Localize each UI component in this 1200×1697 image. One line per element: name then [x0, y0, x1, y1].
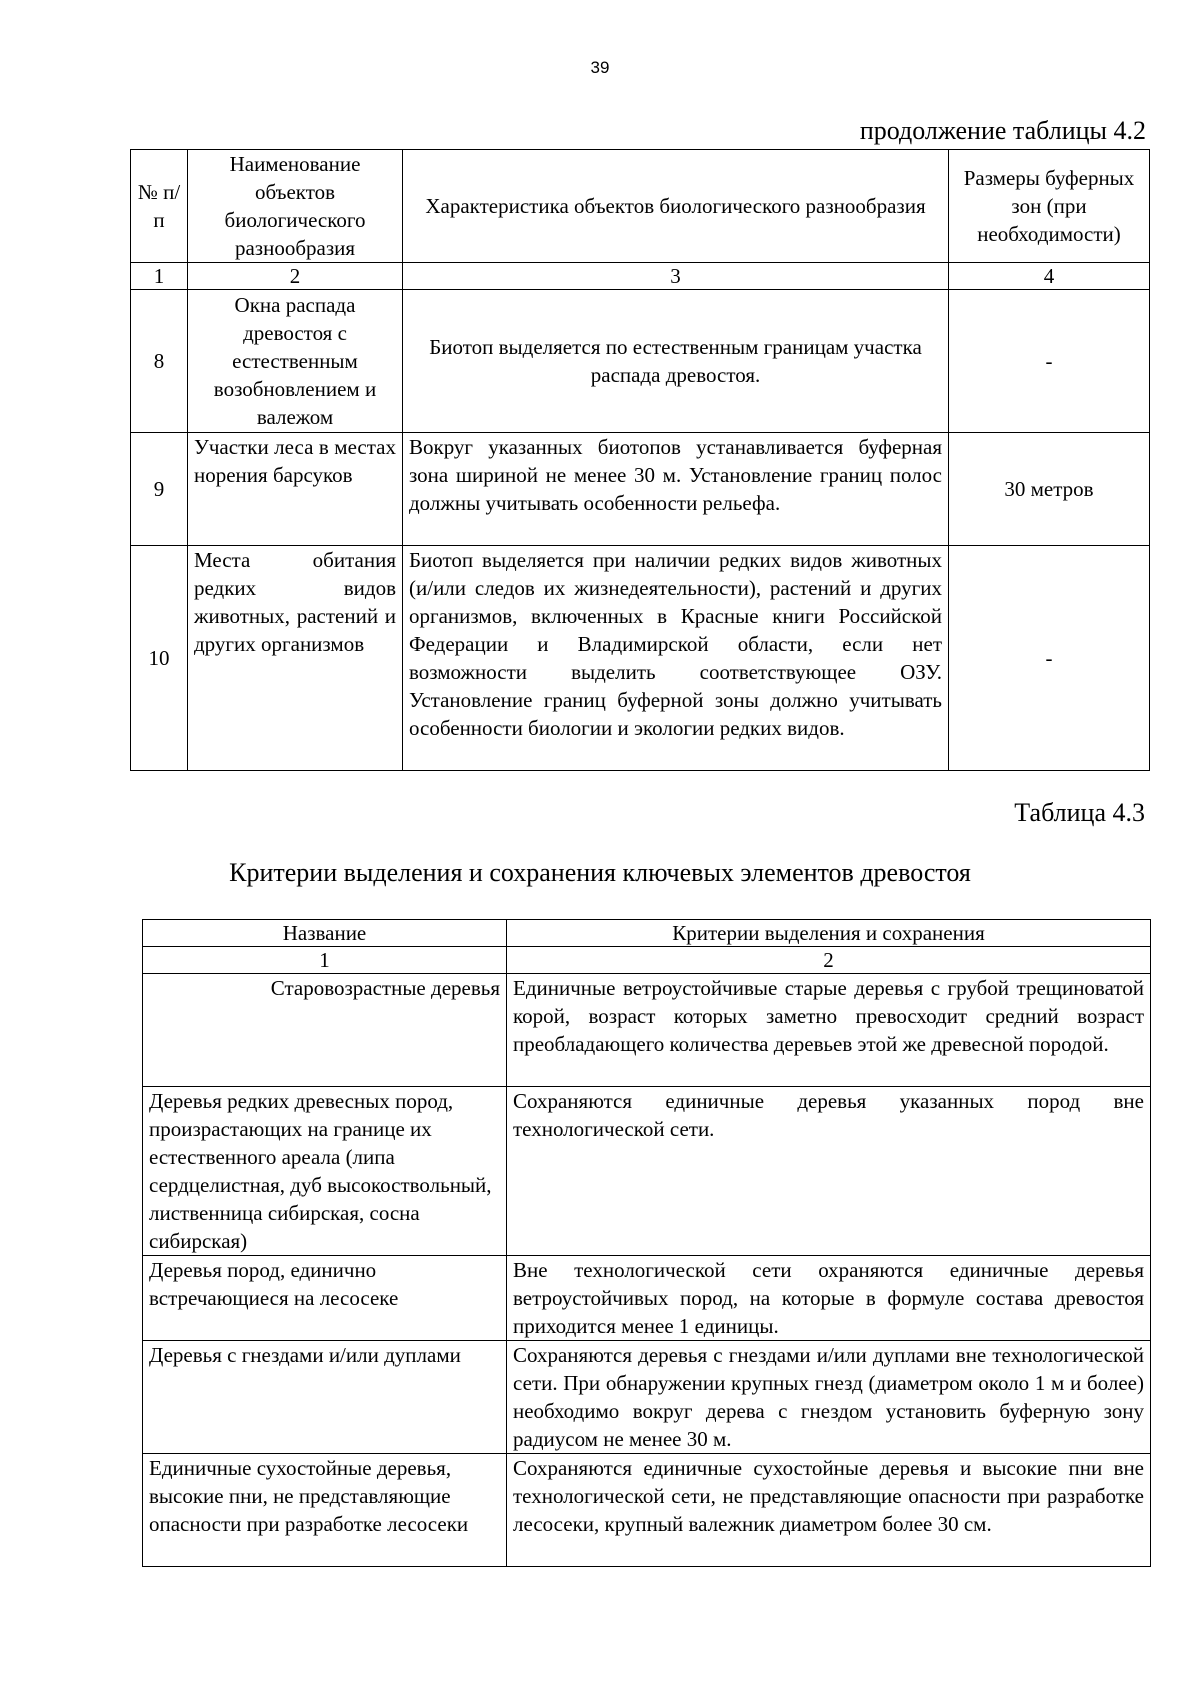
header-object-name: Наименование объектов биологического разнообразия [188, 150, 403, 263]
table-header-row [143, 920, 1151, 947]
table-row [131, 546, 1150, 771]
continuation-label: продолжение таблицы 4.2 [859, 116, 1146, 145]
buffer-size: 30 метров [949, 433, 1150, 546]
biodiversity-objects-table [130, 149, 1150, 771]
row-number: 10 [131, 546, 188, 771]
table-title: Критерии выделения и сохранения ключевых элементов древостоя [229, 858, 971, 887]
key-elements-table [142, 919, 1151, 1567]
table-row [143, 974, 1151, 1087]
table-row [131, 433, 1150, 546]
column-number: 4 [949, 263, 1150, 290]
buffer-size: - [949, 546, 1150, 771]
header-name: Название [143, 920, 507, 947]
object-characteristic: Биотоп выделяется по естественным границам участка распада древостоя. [403, 290, 949, 433]
table-row [143, 1256, 1151, 1341]
column-number: 2 [507, 947, 1151, 974]
header-criteria: Критерии выделения и сохранения [507, 920, 1151, 947]
object-characteristic: Биотоп выделяется при наличии редких видов животных (и/или следов их жизнедеятельности), растений и других организмов, включенных в Красные книги Российской Федерации и Владимирской области, если нет возможности выделить соответствующее ОЗУ. Установление границ буферной зоны должно учитывать особенности биологии и экологии редких видов. [403, 546, 949, 771]
header-number: № п/п [131, 150, 188, 263]
table-row [143, 1341, 1151, 1454]
column-number: 2 [188, 263, 403, 290]
object-name: Окна распада древостоя с естественным возобновлением и валежом [188, 290, 403, 433]
element-name: Деревья пород, единично встречающиеся на лесосеке [143, 1256, 507, 1341]
element-name: Деревья редких древесных пород, произрастающих на границе их естественного ареала (липа сердцелистная, дуб высокоствольный, лиственница сибирская, сосна сибирская) [143, 1087, 507, 1256]
element-name: Старовозрастные деревья [143, 974, 507, 1087]
element-name: Единичные сухостойные деревья, высокие пни, не представляющие опасности при разработке лесосеки [143, 1454, 507, 1567]
column-number: 1 [143, 947, 507, 974]
column-number: 3 [403, 263, 949, 290]
table-row [131, 290, 1150, 433]
object-name: Места обитания редких видов животных, растений и других организмов [188, 546, 403, 771]
column-numbers-row [143, 947, 1151, 974]
element-criteria: Сохраняются единичные сухостойные деревья и высокие пни вне технологической сети, не представляющие опасности при разработке лесосеки, крупный валежник диаметром более 30 см. [507, 1454, 1151, 1567]
header-buffer-size: Размеры буферных зон (при необходимости) [949, 150, 1150, 263]
table-row [143, 1454, 1151, 1567]
element-criteria: Сохраняются единичные деревья указанных пород вне технологической сети. [507, 1087, 1151, 1256]
element-criteria: Вне технологической сети охраняются единичные деревья ветроустойчивых пород, на которые в формуле состава древостоя приходится менее 1 единицы. [507, 1256, 1151, 1341]
table-label: Таблица 4.3 [1014, 798, 1145, 827]
column-number: 1 [131, 263, 188, 290]
object-name: Участки леса в местах норения барсуков [188, 433, 403, 546]
object-characteristic: Вокруг указанных биотопов устанавливается буферная зона шириной не менее 30 м. Установление границ полос должны учитывать особенности рельефа. [403, 433, 949, 546]
element-criteria: Единичные ветроустойчивые старые деревья с грубой трещиноватой корой, возраст которых заметно превосходит средний возраст преобладающего количества деревьев этой же древесной породой. [507, 974, 1151, 1087]
header-characteristic: Характеристика объектов биологического разнообразия [403, 150, 949, 263]
column-numbers-row [131, 263, 1150, 290]
table-row [143, 1087, 1151, 1256]
page-number: 39 [590, 58, 610, 77]
element-name: Деревья с гнездами и/или дуплами [143, 1341, 507, 1454]
element-criteria: Сохраняются деревья с гнездами и/или дуплами вне технологической сети. При обнаружении крупных гнезд (диаметром около 1 м и более) необходимо вокруг дерева с гнездом установить буферную зону радиусом не менее 30 м. [507, 1341, 1151, 1454]
buffer-size: - [949, 290, 1150, 433]
row-number: 9 [131, 433, 188, 546]
table-header-row [131, 150, 1150, 263]
row-number: 8 [131, 290, 188, 433]
